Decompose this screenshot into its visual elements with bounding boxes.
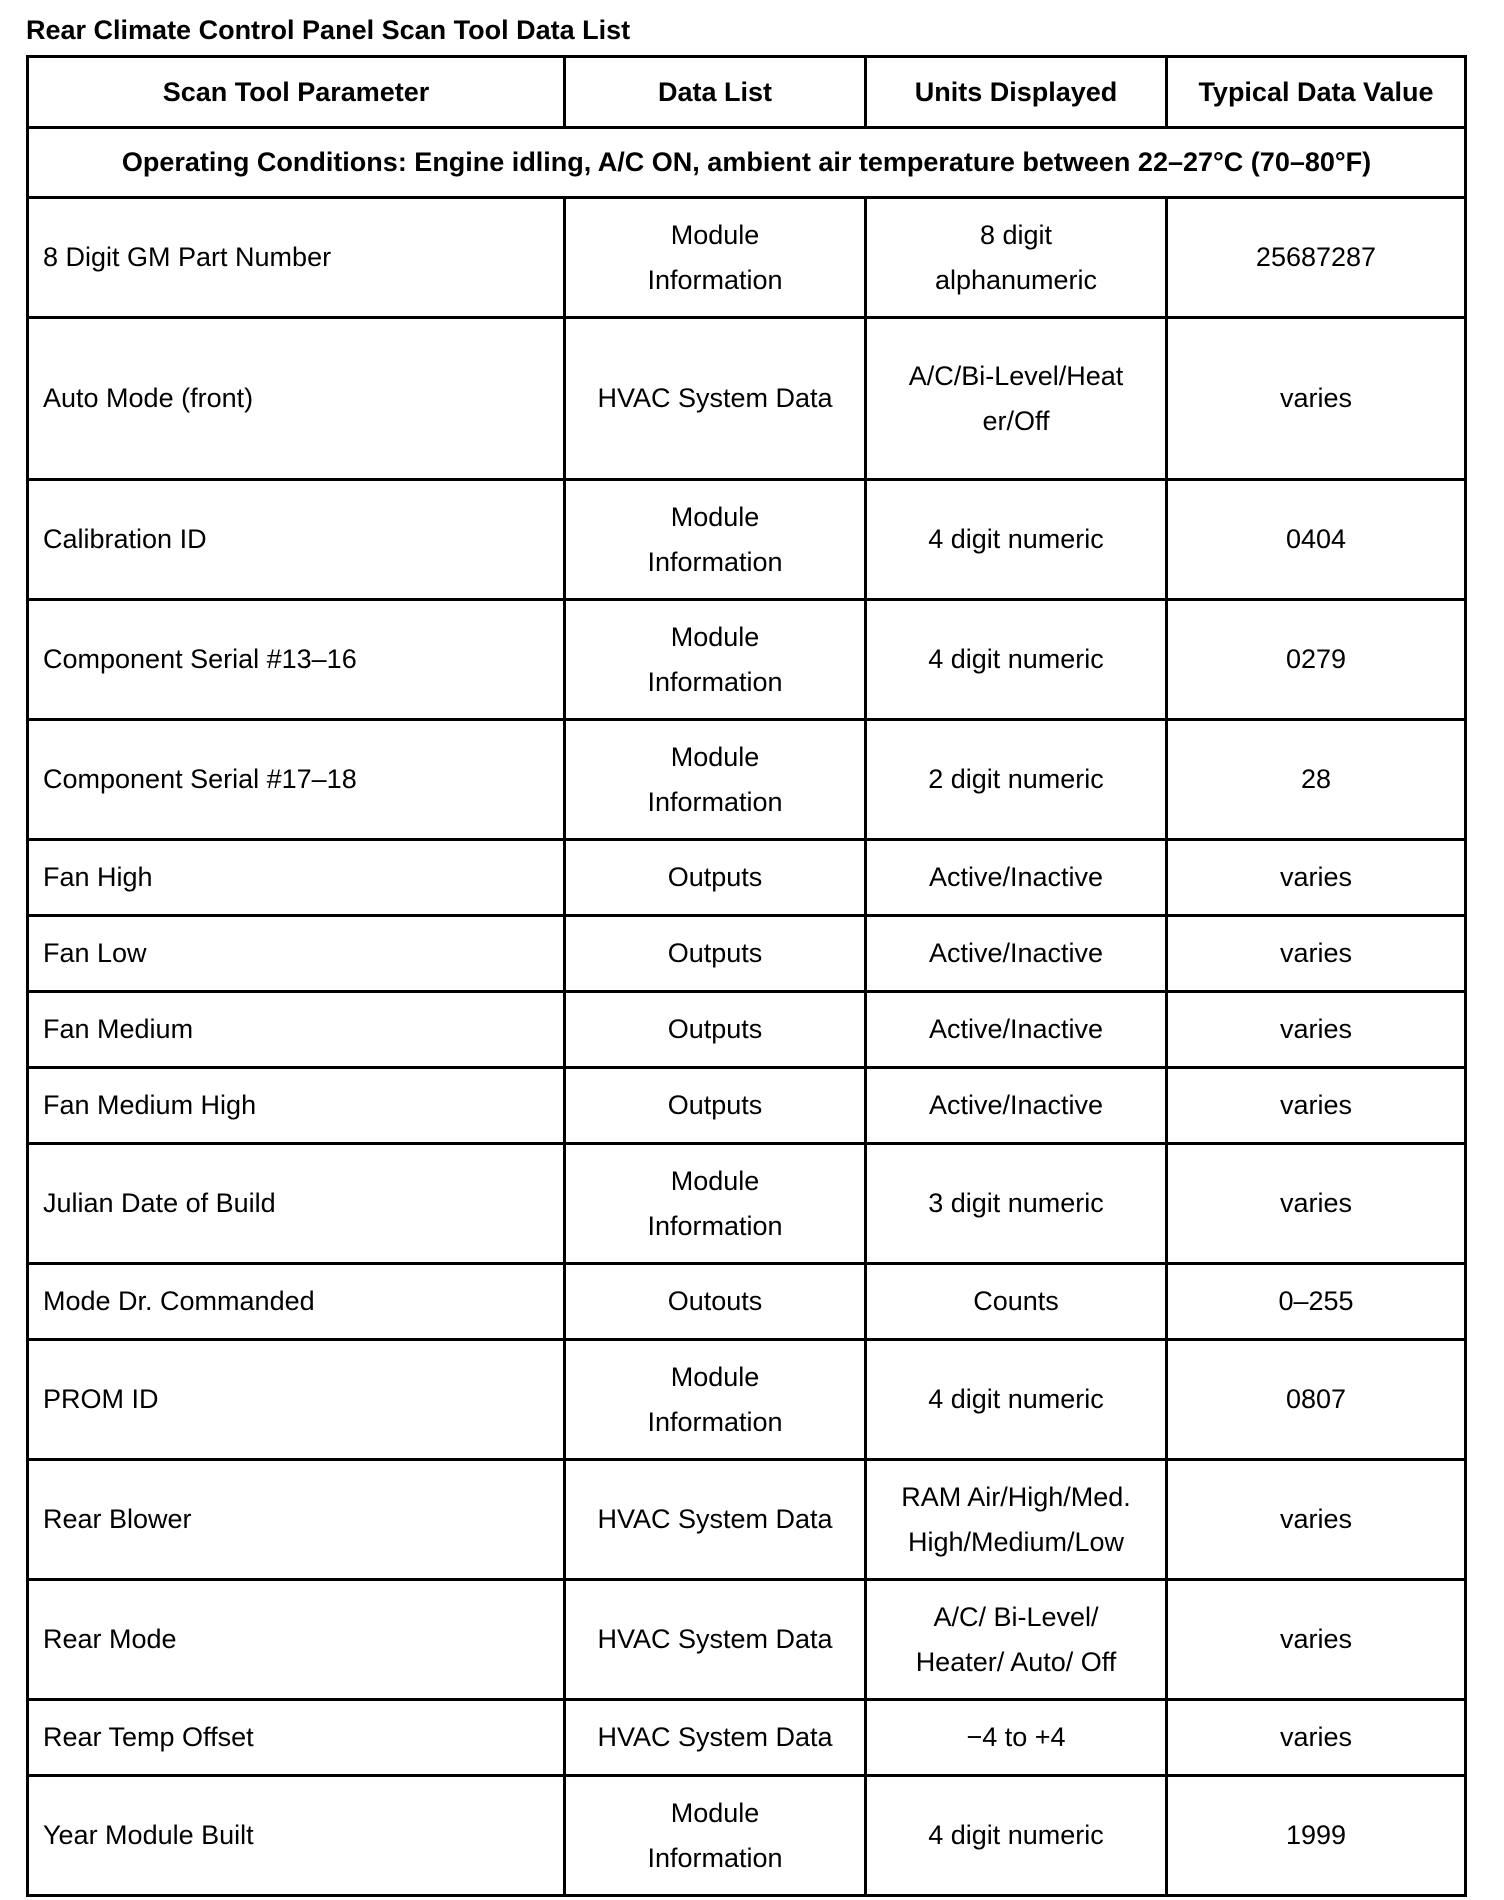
typical-value-cell: 25687287 <box>1167 198 1466 318</box>
data-list-cell: HVAC System Data <box>565 318 866 480</box>
header-units-displayed: Units Displayed <box>866 57 1167 128</box>
units-cell: RAM Air/High/Med. High/Medium/Low <box>866 1460 1167 1580</box>
typical-value-cell: varies <box>1167 1068 1466 1144</box>
typical-value-cell: varies <box>1167 916 1466 992</box>
typical-value-cell: 28 <box>1167 720 1466 840</box>
parameter-cell: Auto Mode (front) <box>28 318 565 480</box>
data-list-cell: Module Information <box>565 720 866 840</box>
table-row <box>28 318 1466 480</box>
parameter-cell: Component Serial #13–16 <box>28 600 565 720</box>
parameter-cell: Mode Dr. Commanded <box>28 1264 565 1340</box>
table-row <box>28 1776 1466 1896</box>
parameter-cell: Fan Low <box>28 916 565 992</box>
units-cell: 2 digit numeric <box>866 720 1167 840</box>
header-typical-data-value: Typical Data Value <box>1167 57 1466 128</box>
data-list-cell: Outouts <box>565 1264 866 1340</box>
header-data-list: Data List <box>565 57 866 128</box>
typical-value-cell: varies <box>1167 992 1466 1068</box>
units-cell: Active/Inactive <box>866 992 1167 1068</box>
units-cell: 4 digit numeric <box>866 1776 1167 1896</box>
units-cell: Active/Inactive <box>866 1068 1167 1144</box>
parameter-cell: Component Serial #17–18 <box>28 720 565 840</box>
units-cell: Active/Inactive <box>866 840 1167 916</box>
data-list-cell: HVAC System Data <box>565 1580 866 1700</box>
table-row <box>28 600 1466 720</box>
parameter-cell: Rear Blower <box>28 1460 565 1580</box>
parameter-cell: Rear Temp Offset <box>28 1700 565 1776</box>
table-row <box>28 1144 1466 1264</box>
parameter-cell: Julian Date of Build <box>28 1144 565 1264</box>
data-list-cell: Module Information <box>565 198 866 318</box>
data-list-cell: Outputs <box>565 916 866 992</box>
operating-conditions-row <box>28 128 1466 198</box>
data-list-cell: Outputs <box>565 840 866 916</box>
parameter-cell: 8 Digit GM Part Number <box>28 198 565 318</box>
units-cell: A/C/ Bi-Level/ Heater/ Auto/ Off <box>866 1580 1167 1700</box>
parameter-cell: Year Module Built <box>28 1776 565 1896</box>
units-cell: 4 digit numeric <box>866 1340 1167 1460</box>
units-cell: Counts <box>866 1264 1167 1340</box>
typical-value-cell: varies <box>1167 840 1466 916</box>
scan-tool-data-table <box>26 55 1467 1897</box>
header-scan-tool-parameter: Scan Tool Parameter <box>28 57 565 128</box>
parameter-cell: Fan Medium High <box>28 1068 565 1144</box>
data-list-cell: HVAC System Data <box>565 1460 866 1580</box>
table-row <box>28 198 1466 318</box>
units-cell: A/C/Bi-Level/Heat er/Off <box>866 318 1167 480</box>
typical-value-cell: varies <box>1167 1700 1466 1776</box>
table-row <box>28 1068 1466 1144</box>
table-row <box>28 1264 1466 1340</box>
table-row <box>28 992 1466 1068</box>
table-row <box>28 720 1466 840</box>
data-list-cell: Module Information <box>565 600 866 720</box>
units-cell: 4 digit numeric <box>866 600 1167 720</box>
typical-value-cell: 0404 <box>1167 480 1466 600</box>
data-list-cell: Outputs <box>565 1068 866 1144</box>
table-header-row <box>28 57 1466 128</box>
typical-value-cell: 0807 <box>1167 1340 1466 1460</box>
typical-value-cell: varies <box>1167 1580 1466 1700</box>
data-list-cell: Module Information <box>565 480 866 600</box>
table-row <box>28 1580 1466 1700</box>
table-row <box>28 1700 1466 1776</box>
typical-value-cell: varies <box>1167 318 1466 480</box>
typical-value-cell: 0–255 <box>1167 1264 1466 1340</box>
table-row <box>28 480 1466 600</box>
data-list-cell: Module Information <box>565 1340 866 1460</box>
typical-value-cell: 0279 <box>1167 600 1466 720</box>
data-list-cell: Module Information <box>565 1144 866 1264</box>
typical-value-cell: 1999 <box>1167 1776 1466 1896</box>
table-row <box>28 916 1466 992</box>
parameter-cell: Fan Medium <box>28 992 565 1068</box>
units-cell: 4 digit numeric <box>866 480 1167 600</box>
parameter-cell: Rear Mode <box>28 1580 565 1700</box>
units-cell: 8 digit alphanumeric <box>866 198 1167 318</box>
units-cell: Active/Inactive <box>866 916 1167 992</box>
table-row <box>28 1340 1466 1460</box>
document-title: Rear Climate Control Panel Scan Tool Data List <box>26 15 631 45</box>
operating-conditions: Operating Conditions: Engine idling, A/C ON, ambient air temperature between 22–27°C (70–80°F) <box>28 128 1466 198</box>
table-row <box>28 840 1466 916</box>
data-list-cell: HVAC System Data <box>565 1700 866 1776</box>
parameter-cell: PROM ID <box>28 1340 565 1460</box>
parameter-cell: Fan High <box>28 840 565 916</box>
data-list-cell: Module Information <box>565 1776 866 1896</box>
typical-value-cell: varies <box>1167 1460 1466 1580</box>
table-row <box>28 1460 1466 1580</box>
units-cell: 3 digit numeric <box>866 1144 1167 1264</box>
parameter-cell: Calibration ID <box>28 480 565 600</box>
data-list-cell: Outputs <box>565 992 866 1068</box>
typical-value-cell: varies <box>1167 1144 1466 1264</box>
units-cell: −4 to +4 <box>866 1700 1167 1776</box>
